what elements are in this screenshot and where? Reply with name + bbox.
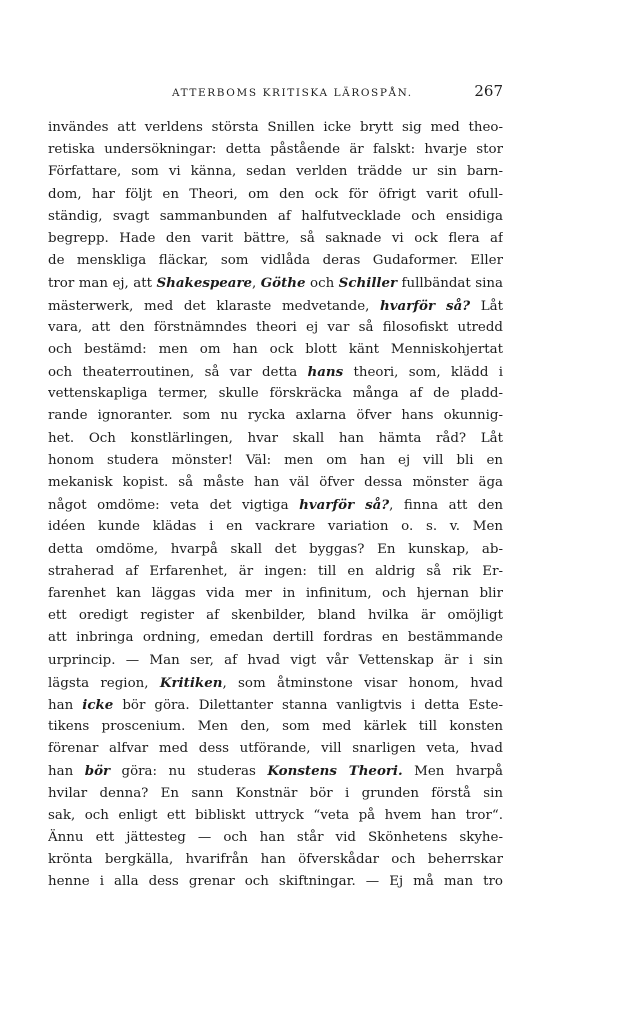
- body-text: [48, 117, 503, 894]
- text-line: [48, 760, 503, 782]
- emphasis-text: Schiller: [338, 275, 398, 292]
- text-line: [48, 561, 503, 583]
- text-segment: lägsta region,: [48, 675, 160, 691]
- text-segment: farenhet kan läggas vida mer in infinitum, och hjernan blir: [48, 585, 503, 601]
- text-segment: mästerwerk, med det klaraste medvetande,: [48, 298, 381, 314]
- text-segment: Låt: [470, 298, 503, 314]
- text-line: [48, 472, 503, 494]
- text-segment: tror man ej, att: [48, 276, 157, 292]
- text-segment: krönta bergkälla, hvarifrån han öfverskådar och beherrskar: [48, 852, 503, 868]
- emphasis-text: icke: [82, 696, 114, 713]
- text-segment: ,: [252, 276, 261, 292]
- text-line: [48, 694, 503, 716]
- text-line: [48, 516, 503, 538]
- running-title: ATTERBOMS KRITISKA LÄROSPÅN.: [172, 87, 413, 99]
- text-line: [48, 716, 503, 738]
- text-segment: honom studera mönster! Väl: men om han ej vill bli en: [48, 452, 503, 468]
- text-line: [48, 650, 503, 672]
- text-segment: , finna att den: [389, 498, 503, 514]
- text-line: [48, 383, 503, 405]
- text-line: [48, 317, 503, 339]
- page-number: 267: [474, 82, 503, 100]
- text-line: [48, 583, 503, 605]
- text-line: [48, 139, 503, 161]
- emphasis-text: bör: [84, 763, 111, 780]
- text-segment: göra: nu studeras: [110, 764, 268, 780]
- text-line: [48, 295, 503, 317]
- text-segment: fullbändat sina: [397, 276, 503, 292]
- text-line: [48, 738, 503, 760]
- text-line: [48, 672, 503, 694]
- text-segment: rande ignoranter. som nu rycka axlarna öfver hans okunnig-: [48, 408, 503, 424]
- running-head: [48, 82, 503, 104]
- text-segment: retiska undersökningar: detta påstående är falskt: hvarje stor: [48, 142, 503, 158]
- text-line: [48, 539, 503, 561]
- text-segment: sak, och enligt ett bibliskt uttryck “veta på hvem han tror“.: [48, 807, 503, 823]
- text-line: [48, 428, 503, 450]
- emphasis-text: Shakespeare: [156, 275, 253, 292]
- text-segment: begrepp. Hade den varit bättre, så saknade vi ock flera af: [48, 230, 503, 246]
- text-line: [48, 627, 503, 649]
- text-segment: vettenskapliga termer, skulle förskräcka många af de pladd-: [48, 386, 503, 402]
- text-line: [48, 184, 503, 206]
- text-segment: Författare, som vi känna, sedan verlden trädde ur sin barn-: [48, 164, 503, 180]
- text-segment: invändes att verldens största Snillen icke brytt sig med theo-: [48, 120, 503, 135]
- text-segment: och bestämd: men om han ock blott känt Menniskohjertat: [48, 341, 503, 357]
- text-segment: ett oredigt register af skenbilder, bland hvilka är omöjligt: [48, 608, 503, 624]
- emphasis-text: Kritiken: [159, 674, 223, 691]
- emphasis-text: hvarför så?: [299, 497, 390, 514]
- text-segment: het. Och konstlärlingen, hvar skall han hämta råd? Låt: [48, 430, 503, 446]
- text-segment: idéen kunde klädas i en vackrare variation o. s. v. Men: [48, 519, 503, 535]
- text-segment: att inbringa ordning, emedan dertill fordras en bestämmande: [48, 630, 503, 646]
- emphasis-text: Konstens Theori.: [267, 763, 403, 780]
- text-segment: theori, som, klädd i: [343, 365, 503, 381]
- text-segment: och: [305, 276, 339, 292]
- text-segment: de menskliga fläckar, som vidlåda deras Gudaformer. Eller: [48, 253, 503, 269]
- text-line: [48, 827, 503, 849]
- text-line: [48, 361, 503, 383]
- text-segment: bör göra. Dilettanter stanna vanligtvis i detta Este-: [113, 697, 503, 713]
- text-segment: mekanisk kopist. så måste han väl öfver dessa mönster äga: [48, 475, 503, 490]
- text-segment: straherad af Erfarenhet, är ingen: till en aldrig så rik Er-: [48, 563, 503, 579]
- text-line: [48, 228, 503, 250]
- text-line: [48, 405, 503, 427]
- text-segment: tikens proscenium. Men den, som med kärlek till konsten: [48, 719, 503, 735]
- text-segment: detta omdöme, hvarpå skall det byggas? En kunskap, ab-: [48, 541, 503, 557]
- text-segment: han: [48, 764, 85, 780]
- text-segment: och theaterroutinen, så var detta: [48, 365, 308, 381]
- text-segment: dom, har följt en Theori, om den ock för öfrigt varit ofull-: [48, 186, 503, 202]
- text-segment: Ännu ett jättesteg — och han står vid Skönhetens skyhe-: [48, 830, 503, 845]
- text-line: [48, 871, 503, 893]
- text-line: [48, 783, 503, 805]
- text-segment: vara, att den förstnämndes theori ej var så filosofiskt utredd: [48, 319, 503, 335]
- text-line: [48, 494, 503, 516]
- text-segment: urprincip. — Man ser, af hvad vigt vår Vettenskap är i sin: [48, 652, 503, 668]
- text-line: [48, 250, 503, 272]
- text-line: [48, 605, 503, 627]
- text-segment: , som åtminstone visar honom, hvad: [222, 675, 503, 691]
- emphasis-text: Göthe: [260, 275, 306, 292]
- text-line: [48, 450, 503, 472]
- text-line: [48, 849, 503, 871]
- text-line: [48, 339, 503, 361]
- text-line: [48, 117, 503, 139]
- text-segment: hvilar denna? En sann Konstnär bör i grunden förstå sin: [48, 785, 503, 801]
- text-line: [48, 272, 503, 294]
- text-segment: något omdöme: veta det vigtiga: [48, 498, 300, 514]
- text-segment: han: [48, 697, 83, 713]
- text-line: [48, 206, 503, 228]
- text-line: [48, 161, 503, 183]
- emphasis-text: hans: [307, 364, 344, 381]
- text-segment: förenar alfvar med dess utförande, vill snarligen veta, hvad: [48, 741, 503, 757]
- emphasis-text: hvarför så?: [380, 297, 471, 314]
- text-line: [48, 805, 503, 827]
- text-segment: Men hvarpå: [402, 764, 503, 780]
- text-segment: henne i alla dess grenar och skiftningar. — Ej må man tro: [48, 874, 503, 890]
- text-segment: ständig, svagt sammanbunden af halfutvecklade och ensidiga: [48, 208, 503, 224]
